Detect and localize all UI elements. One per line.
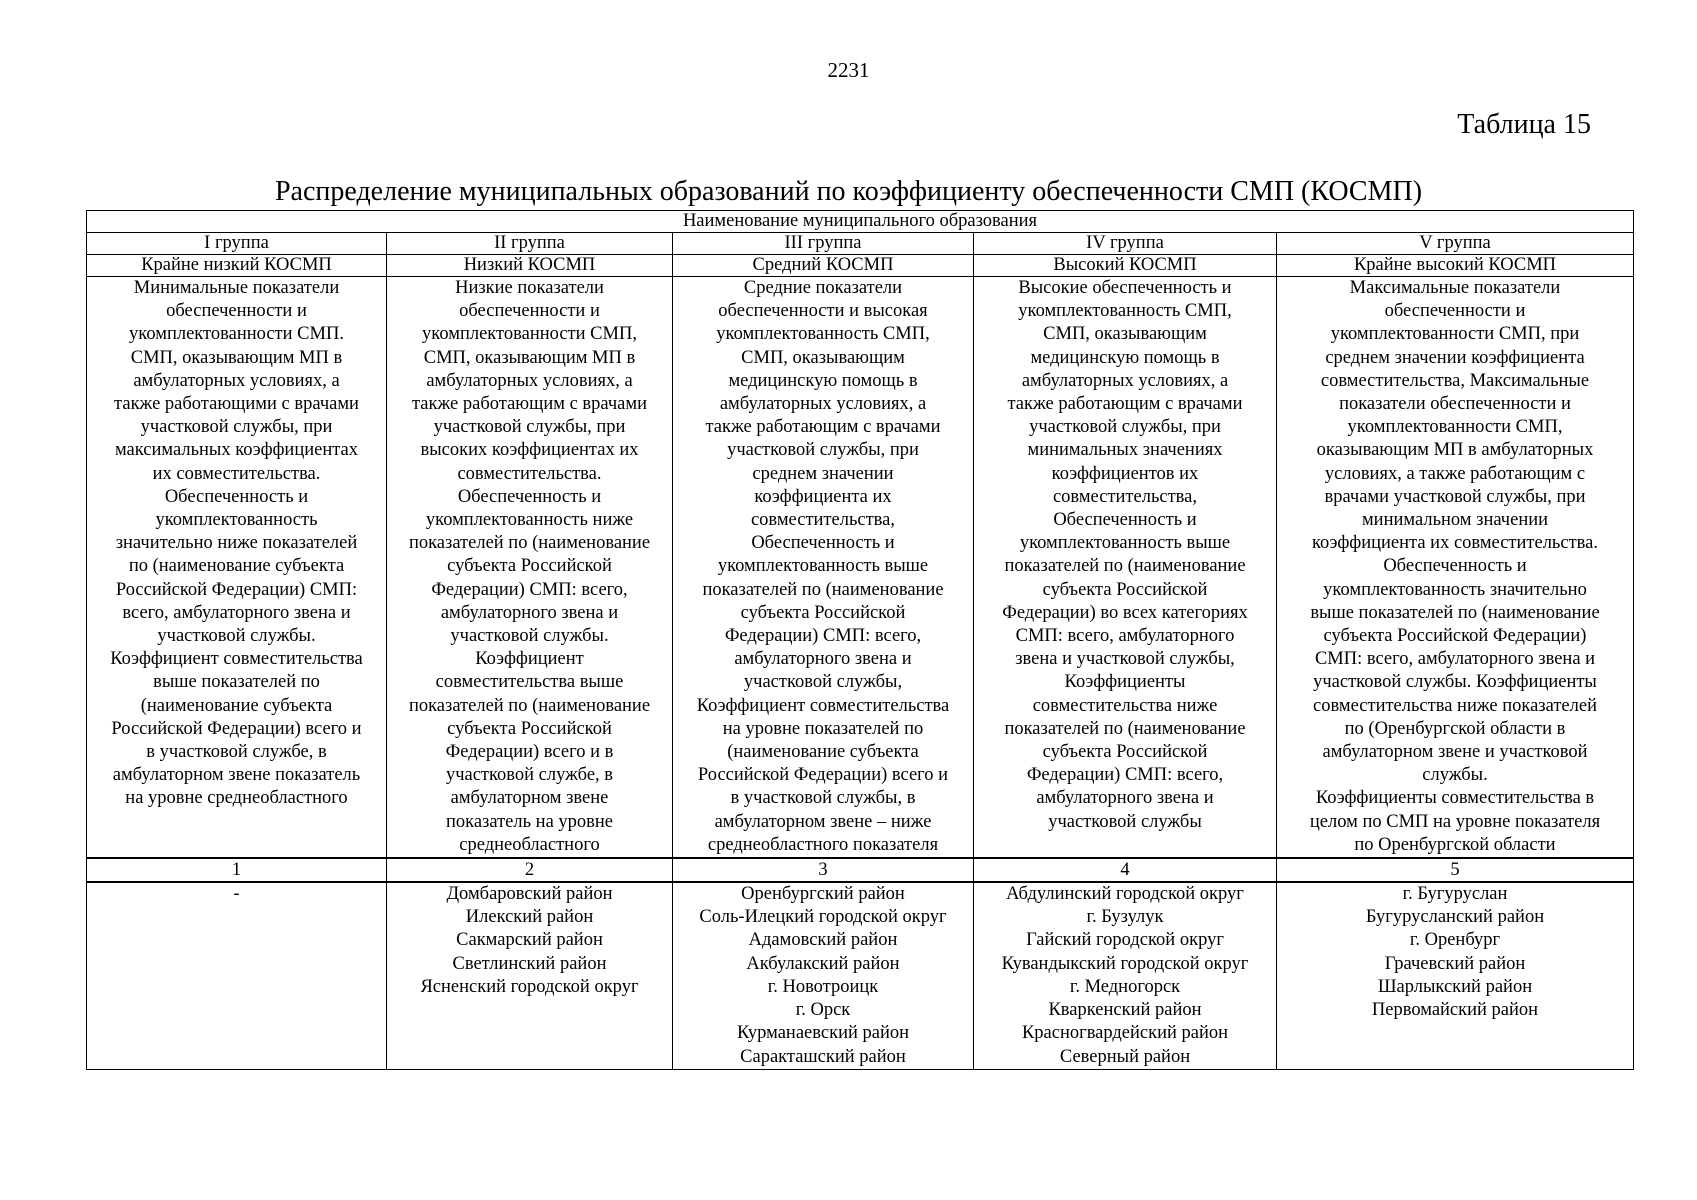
description-line: участковой службы, bbox=[743, 672, 903, 693]
group-names-row bbox=[87, 233, 1634, 255]
description-line: Коэффициенты совместительства в bbox=[1315, 788, 1595, 809]
description-line: субъекта Российской bbox=[740, 602, 906, 623]
description-line: (наименование субъекта bbox=[727, 742, 919, 763]
description-line: амбулаторного звена и bbox=[440, 602, 619, 623]
group-name-1: I группа bbox=[87, 233, 387, 255]
description-line: Коэффициенты bbox=[1064, 672, 1186, 693]
description-line: также работающим с врачами bbox=[412, 394, 647, 415]
description-line: показатели обеспеченности и bbox=[1339, 394, 1571, 415]
description-line: совместительства, Максимальные bbox=[1320, 370, 1590, 391]
group-level-3: Средний КОСМП bbox=[673, 255, 974, 277]
description-line: амбулаторного звена и bbox=[1036, 788, 1214, 809]
description-line: совместительства выше bbox=[435, 672, 624, 693]
column-number-2: 2 bbox=[387, 858, 673, 882]
description-line: Максимальные показатели bbox=[1349, 278, 1561, 298]
description-line: Обеспеченность и bbox=[1383, 556, 1527, 577]
description-line: амбулаторных условиях, а bbox=[426, 370, 633, 391]
description-line: Федерации) СМП: всего, bbox=[1026, 765, 1224, 786]
description-line: участковой службы, при bbox=[433, 417, 626, 438]
municipality-item: Красногвардейский район bbox=[1021, 1023, 1229, 1044]
description-line: Обеспеченность и bbox=[164, 486, 309, 507]
group-description-5 bbox=[1277, 277, 1634, 859]
description-line: (наименование субъекта bbox=[140, 695, 333, 716]
description-line: выше показателей по bbox=[153, 672, 320, 693]
description-line: среднеобластного показателя bbox=[707, 834, 939, 855]
description-line: укомплектованность bbox=[155, 510, 318, 531]
description-line: СМП: всего, амбулаторного bbox=[1015, 626, 1235, 647]
municipality-item: Грачевский район bbox=[1384, 953, 1526, 974]
description-line: амбулаторных условиях, а bbox=[719, 394, 927, 415]
description-line: совместительства. bbox=[457, 463, 602, 484]
column-number-5: 5 bbox=[1277, 858, 1634, 882]
municipality-item: Гайский городской округ bbox=[1026, 930, 1224, 951]
group-level-1: Крайне низкий КОСМП bbox=[87, 255, 387, 277]
municipality-item: Светлинский район bbox=[452, 953, 607, 974]
description-line: субъекта Российской bbox=[447, 718, 612, 739]
description-line: укомплектованности СМП, bbox=[1347, 417, 1563, 438]
group-level-5: Крайне высокий КОСМП bbox=[1277, 255, 1634, 277]
municipality-item: Адамовский район bbox=[748, 930, 898, 951]
municipality-item: Акбулакский район bbox=[746, 953, 900, 974]
description-line: всего, амбулаторного звена и bbox=[122, 602, 351, 623]
description-line: участковой службы bbox=[1048, 811, 1202, 832]
description-line: амбулаторных условиях, а bbox=[1021, 370, 1229, 391]
table-label: Таблица 15 bbox=[1457, 109, 1591, 140]
description-line: их совместительства. bbox=[152, 463, 321, 484]
description-line: Высокие обеспеченность и bbox=[1018, 278, 1232, 298]
municipality-item: Соль-Илецкий городской округ bbox=[699, 907, 947, 928]
description-line: значительно ниже показателей bbox=[115, 533, 358, 554]
description-line: целом по СМП на уровне показателя bbox=[1309, 811, 1601, 832]
description-line: показателей по (наименование bbox=[408, 533, 651, 554]
description-line: Федерации) СМП: всего, bbox=[431, 579, 628, 600]
description-line: Федерации) СМП: всего, bbox=[724, 626, 922, 647]
description-line: медицинскую помощь в bbox=[728, 370, 918, 391]
description-line: обеспеченности и bbox=[166, 301, 307, 322]
description-line: показатель на уровне bbox=[445, 811, 614, 832]
description-line: обеспеченности и bbox=[1384, 301, 1526, 322]
municipality-item: Кваркенский район bbox=[1048, 1000, 1202, 1021]
group-description-1 bbox=[87, 277, 387, 859]
description-line: Коэффициент bbox=[475, 649, 584, 670]
description-line: службы. bbox=[1422, 765, 1488, 786]
description-line: Российской Федерации) всего и bbox=[111, 718, 362, 739]
description-line: укомплектованности СМП, bbox=[422, 324, 637, 345]
description-line: Российской Федерации) всего и bbox=[697, 765, 949, 786]
description-line: оказывающим МП в амбулаторных bbox=[1316, 440, 1594, 461]
group-level-2: Низкий КОСМП bbox=[387, 255, 673, 277]
description-line: по Оренбургской области bbox=[1354, 834, 1556, 855]
description-line: Средние показатели bbox=[743, 278, 903, 298]
description-line: амбулаторного звена и bbox=[734, 649, 912, 670]
description-line: по (наименование субъекта bbox=[128, 556, 345, 577]
municipality-item: Оренбургский район bbox=[741, 884, 905, 905]
municipality-item: Курманаевский район bbox=[736, 1023, 910, 1044]
group-name-5: V группа bbox=[1277, 233, 1634, 255]
municipality-list-3 bbox=[673, 882, 974, 1070]
description-line: коэффициента их совместительства. bbox=[1311, 533, 1598, 554]
municipality-list-4 bbox=[974, 882, 1277, 1070]
page-number: 2231 bbox=[827, 58, 870, 82]
description-line: укомплектованности СМП, при bbox=[1330, 324, 1580, 345]
description-line: амбулаторном звене и участковой bbox=[1322, 742, 1588, 763]
municipality-item: Первомайский район bbox=[1371, 1000, 1539, 1021]
description-line: обеспеченности и высокая bbox=[718, 301, 928, 322]
group-descriptions-row bbox=[87, 277, 1634, 859]
description-line: амбулаторном звене показатель bbox=[112, 765, 361, 786]
description-line: участковой службы. bbox=[157, 626, 316, 647]
description-line: амбулаторном звене – ниже bbox=[714, 811, 932, 832]
description-line: СМП: всего, амбулаторного звена и bbox=[1314, 649, 1596, 670]
description-line: звена и участковой службы, bbox=[1015, 649, 1235, 670]
description-line: коэффициента их bbox=[754, 486, 892, 507]
description-line: в участковой службы, в bbox=[730, 788, 916, 809]
municipality-item: г. Бузулук bbox=[1086, 907, 1164, 928]
description-line: показателей по (наименование bbox=[702, 579, 944, 600]
description-line: укомплектованность выше bbox=[1019, 533, 1231, 554]
description-line: участковой службы, при bbox=[140, 417, 333, 438]
municipality-item: Северный район bbox=[1059, 1046, 1191, 1067]
column-number-3: 3 bbox=[673, 858, 974, 882]
municipality-item: - bbox=[233, 884, 240, 905]
description-line: максимальных коэффициентах bbox=[114, 440, 359, 461]
description-line: показателей по (наименование bbox=[408, 695, 651, 716]
description-line: Федерации) всего и в bbox=[445, 742, 614, 763]
description-line: Федерации) во всех категориях bbox=[1002, 602, 1248, 623]
description-line: участковой службы. bbox=[450, 626, 609, 647]
description-line: Коэффициент совместительства bbox=[110, 649, 363, 670]
municipality-item: г. Бугуруслан bbox=[1402, 884, 1508, 905]
description-line: СМП, оказывающим МП в bbox=[423, 347, 636, 368]
description-line: среднем значении bbox=[752, 463, 894, 484]
group-description-3 bbox=[673, 277, 974, 859]
group-levels-row bbox=[87, 255, 1634, 277]
description-line: условиях, а также работающим с bbox=[1324, 463, 1586, 484]
description-line: укомплектованности СМП. bbox=[129, 324, 344, 345]
description-line: по (Оренбургской области в bbox=[1344, 718, 1566, 739]
description-line: субъекта Российской Федерации) bbox=[1323, 626, 1587, 647]
description-line: медицинскую помощь в bbox=[1030, 347, 1220, 368]
description-line: минимальных значениях bbox=[1027, 440, 1223, 461]
group-name-4: IV группа bbox=[974, 233, 1277, 255]
description-line: среднем значении коэффициента bbox=[1325, 347, 1585, 368]
description-line: коэффициентов их bbox=[1051, 463, 1199, 484]
description-line: Российской Федерации) СМП: bbox=[115, 579, 358, 600]
description-line: амбулаторных условиях, а bbox=[133, 370, 340, 391]
description-line: участковой службы. Коэффициенты bbox=[1313, 672, 1597, 693]
group-name-3: III группа bbox=[673, 233, 974, 255]
description-line: врачами участковой службы, при bbox=[1324, 486, 1586, 507]
description-line: СМП, оказывающим МП в bbox=[130, 347, 343, 368]
description-line: субъекта Российской bbox=[1042, 742, 1208, 763]
municipality-item: Бугурусланский район bbox=[1365, 907, 1545, 928]
document-title: Распределение муниципальных образований по коэффициенту обеспеченности СМП (КОСМП) bbox=[274, 176, 1423, 207]
municipality-item: Саракташский район bbox=[740, 1046, 906, 1067]
municipality-list-2 bbox=[387, 882, 673, 1070]
municipality-item: Домбаровский район bbox=[446, 884, 613, 905]
description-line: Коэффициент совместительства bbox=[696, 695, 950, 716]
description-line: субъекта Российской bbox=[1042, 579, 1208, 600]
column-number-1: 1 bbox=[87, 858, 387, 882]
description-line: участковой службе, в bbox=[445, 765, 614, 786]
description-line: также работающим с врачами bbox=[1007, 394, 1243, 415]
description-line: показателей по (наименование bbox=[1004, 718, 1246, 739]
municipality-item: г. Медногорск bbox=[1069, 976, 1181, 997]
municipality-item: г. Орск bbox=[795, 1000, 851, 1021]
group-description-2 bbox=[387, 277, 673, 859]
group-description-4 bbox=[974, 277, 1277, 859]
description-line: совместительства ниже показателей bbox=[1313, 695, 1597, 716]
description-line: среднеобластного bbox=[459, 834, 600, 855]
description-line: укомплектованность ниже bbox=[425, 510, 634, 531]
description-line: также работающими с врачами bbox=[114, 394, 359, 415]
description-line: совместительства, bbox=[750, 510, 896, 531]
description-line: укомплектованность СМП, bbox=[716, 324, 930, 345]
table-header-municipality: Наименование муниципального образования bbox=[87, 211, 1634, 233]
municipality-item: Шарлыкский район bbox=[1377, 976, 1533, 997]
description-line: совместительства ниже bbox=[1032, 695, 1218, 716]
description-line: выше показателей по (наименование bbox=[1310, 602, 1600, 623]
group-name-2: II группа bbox=[387, 233, 673, 255]
description-line: укомплектованность значительно bbox=[1323, 579, 1587, 600]
description-line: участковой службы, при bbox=[727, 440, 919, 461]
municipality-item: Илекский район bbox=[465, 907, 594, 928]
description-line: обеспеченности и bbox=[459, 301, 600, 322]
municipality-item: Сакмарский район bbox=[456, 930, 603, 951]
description-line: укомплектованность СМП, bbox=[1018, 301, 1232, 322]
description-line: высоких коэффициентах их bbox=[420, 440, 639, 461]
description-line: минимальном значении bbox=[1361, 510, 1549, 531]
municipality-list-5 bbox=[1277, 882, 1634, 1070]
description-line: на уровне показателей по bbox=[722, 718, 924, 739]
description-line: показателей по (наименование bbox=[1004, 556, 1246, 577]
description-line: амбулаторном звене bbox=[450, 788, 609, 809]
municipality-list-1 bbox=[87, 882, 387, 1070]
municipality-item: Ясненский городской округ bbox=[420, 976, 639, 997]
description-line: совместительства, bbox=[1052, 486, 1198, 507]
description-line: в участковой службе, в bbox=[146, 742, 327, 763]
description-line: также работающим с врачами bbox=[705, 417, 941, 438]
municipalities-row bbox=[87, 882, 1634, 1070]
municipality-item: г. Оренбург bbox=[1409, 930, 1501, 951]
municipality-item: Кувандыкский городской округ bbox=[1001, 953, 1249, 974]
description-line: укомплектованность выше bbox=[717, 556, 929, 577]
description-line: субъекта Российской bbox=[447, 556, 612, 577]
municipality-item: г. Новотроицк bbox=[767, 976, 879, 997]
distribution-table bbox=[86, 210, 1634, 1070]
description-line: СМП, оказывающим bbox=[741, 347, 905, 368]
column-numbers-row bbox=[87, 858, 1634, 882]
municipality-item: Абдулинский городской округ bbox=[1006, 884, 1244, 905]
description-line: СМП, оказывающим bbox=[1043, 324, 1207, 345]
description-line: Низкие показатели bbox=[455, 278, 604, 298]
group-level-4: Высокий КОСМП bbox=[974, 255, 1277, 277]
description-line: Обеспеченность и bbox=[751, 533, 895, 554]
description-line: участковой службы, при bbox=[1029, 417, 1221, 438]
column-number-4: 4 bbox=[974, 858, 1277, 882]
description-line: Обеспеченность и bbox=[1053, 510, 1197, 531]
description-line: Обеспеченность и bbox=[457, 486, 602, 507]
description-line: Минимальные показатели bbox=[133, 278, 340, 298]
description-line: на уровне среднеобластного bbox=[125, 788, 348, 809]
